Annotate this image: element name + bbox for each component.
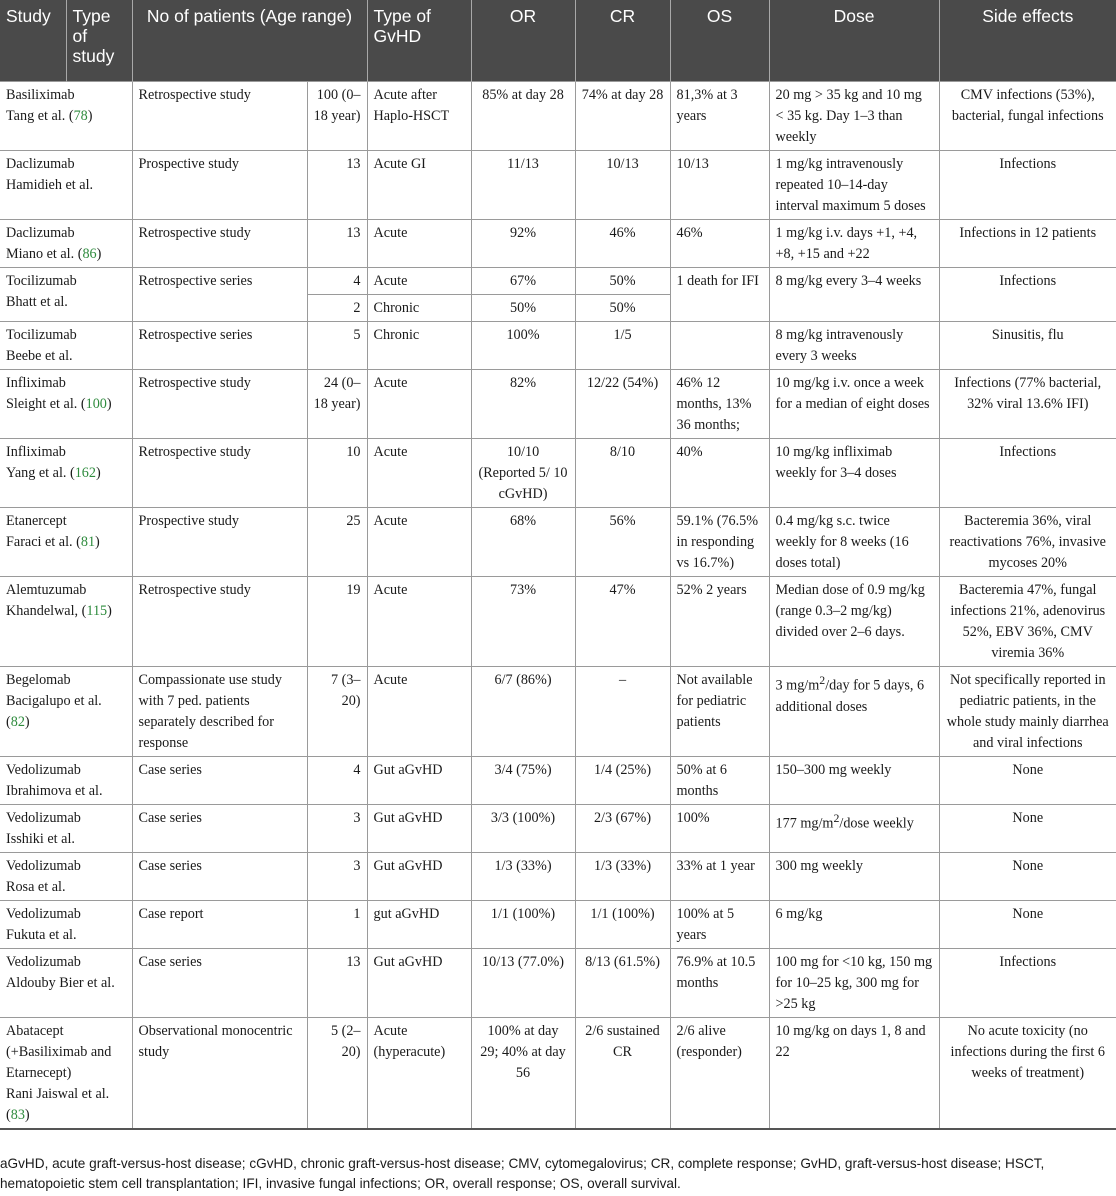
gvhd-type-cell: Acute after Haplo-HSCT [367,82,471,151]
os-cell: 40% [670,439,769,508]
header-side-effects: Side effects [939,0,1116,82]
side-effects-cell: Infections in 12 patients [939,220,1116,268]
drug-name: Begelomab [6,672,71,688]
gvhd-type-cell: Gut aGvHD [367,853,471,901]
cr-cell: 56% [575,508,670,577]
os-cell: 1 death for IFI [670,268,769,322]
study-type-cell: Case series [132,757,307,805]
drug-name: Tocilizumab [6,327,77,343]
study-cell [0,757,132,805]
study-author: Fukuta et al. [6,927,77,943]
study-type-cell: Prospective study [132,508,307,577]
reference-close: ) [96,246,102,262]
cr-cell: 47% [575,577,670,667]
header-gvhd-type: Type of GvHD [367,0,471,82]
dose-cell: 20 mg > 35 kg and 10 mg < 35 kg. Day 1–3 than weekly [769,82,939,151]
drug-name: Etanercept [6,513,67,529]
os-cell: 52% 2 years [670,577,769,667]
or-cell: 1/1 (100%) [471,901,575,949]
patients-cell: 4 [307,268,367,295]
side-effects-cell: CMV infections (53%), bacterial, fungal infections [939,82,1116,151]
cr-cell: 1/5 [575,322,670,370]
os-cell: 46% [670,220,769,268]
reference-close: ) [106,396,112,412]
os-cell: 59.1% (76.5% in responding vs 16.7%) [670,508,769,577]
gvhd-type-cell: gut aGvHD [367,901,471,949]
study-author: Rani Jaiswal et al. ( [6,1086,110,1123]
header-patients: No of patients (Age range) [132,0,367,82]
dose-cell [769,667,939,757]
header-or: OR [471,0,575,82]
drug-name: Vedolizumab [6,906,81,922]
drug-name: Vedolizumab [6,858,81,874]
or-cell: 3/4 (75%) [471,757,575,805]
dose-text: 3 mg/m [775,677,820,694]
patients-cell: 19 [307,577,367,667]
dose-cell: 1 mg/kg i.v. days +1, +4, +8, +15 and +22 [769,220,939,268]
header-cr: CR [575,0,670,82]
study-author: Ibrahimova et al. [6,783,103,799]
os-cell: 76.9% at 10.5 months [670,949,769,1018]
reference-close: ) [95,534,100,550]
cr-cell: 8/10 [575,439,670,508]
reference-link[interactable]: 81 [80,534,96,550]
table-row [0,805,1116,853]
dose-cell: 10 mg/kg on days 1, 8 and 22 [769,1018,939,1130]
or-cell: 82% [471,370,575,439]
study-type-cell: Case series [132,949,307,1018]
side-effects-cell: Not specifically reported in pediatric patients, in the whole study mainly diarrhea and viral infections [939,667,1116,757]
dose-text-rest: /day for 5 days, 6 additional doses [775,677,925,715]
study-author: Bacigalupo et al. ( [6,693,102,730]
drug-name: Infliximab [6,444,66,460]
study-author: Isshiki et al. [6,831,75,847]
reference-link[interactable]: 78 [73,108,88,124]
table-row [0,370,1116,439]
side-effects-cell: Infections [939,268,1116,322]
dose-cell: 6 mg/kg [769,901,939,949]
cr-cell: 12/22 (54%) [575,370,670,439]
patients-cell: 13 [307,220,367,268]
reference-link[interactable]: 115 [86,603,108,619]
patients-cell: 3 [307,805,367,853]
or-cell: 50% [471,295,575,322]
gvhd-type-cell: Acute [367,508,471,577]
gvhd-type-cell: Gut aGvHD [367,949,471,1018]
table-row [0,757,1116,805]
side-effects-cell: None [939,901,1116,949]
cr-cell: 10/13 [575,151,670,220]
drug-name: Vedolizumab [6,954,81,970]
study-type-cell: Prospective study [132,151,307,220]
table-row [0,151,1116,220]
patients-cell: 25 [307,508,367,577]
reference-close: ) [24,714,30,730]
table-row [0,949,1116,1018]
dose-cell: 8 mg/kg every 3–4 weeks [769,268,939,322]
os-cell: Not available for pediatric patients [670,667,769,757]
gvhd-type-cell: Acute [367,220,471,268]
study-type-cell: Retrospective series [132,268,307,322]
drug-name: Vedolizumab [6,762,81,778]
drug-name: Abatacept (+Basiliximab and Etarnecept) [6,1023,112,1081]
or-cell: 100% [471,322,575,370]
or-cell: 85% at day 28 [471,82,575,151]
dose-cell: Median dose of 0.9 mg/kg (range 0.3–2 mg/kg) divided over 2–6 days. [769,577,939,667]
table-row [0,1018,1116,1130]
study-author: Sleight et al. ( [6,396,86,412]
os-cell: 81,3% at 3 years [670,82,769,151]
study-cell [0,322,132,370]
study-type-cell: Observational monocentric study [132,1018,307,1130]
study-cell [0,151,132,220]
os-cell: 33% at 1 year [670,853,769,901]
study-type-cell: Retrospective study [132,220,307,268]
gvhd-type-cell: Gut aGvHD [367,805,471,853]
study-author: Miano et al. ( [6,246,83,262]
dose-cell: 300 mg weekly [769,853,939,901]
side-effects-cell: Infections [939,949,1116,1018]
patients-cell: 13 [307,151,367,220]
study-author: Beebe et al. [6,348,73,364]
os-cell: 50% at 6 months [670,757,769,805]
table-row [0,577,1116,667]
cr-cell: 46% [575,220,670,268]
drug-name: Daclizumab [6,225,75,241]
study-author: Hamidieh et al. [6,177,94,193]
study-cell [0,1018,132,1130]
dose-superscript: 2 [819,673,826,687]
or-cell: 67% [471,268,575,295]
study-author: Rosa et al. [6,879,66,895]
reference-link[interactable]: 100 [85,396,107,412]
gvhd-type-cell: Chronic [367,295,471,322]
header-dose: Dose [769,0,939,82]
side-effects-cell: Bacteremia 36%, viral reactivations 76%, invasive mycoses 20% [939,508,1116,577]
dose-cell: 10 mg/kg i.v. once a week for a median of eight doses [769,370,939,439]
drug-name: Daclizumab [6,156,75,172]
study-author: Faraci et al. ( [6,534,81,550]
drug-name: Infliximab [6,375,66,391]
cr-cell: 1/3 (33%) [575,853,670,901]
or-cell: 3/3 (100%) [471,805,575,853]
or-cell: 10/10 (Reported 5/ 10 cGvHD) [471,439,575,508]
side-effects-cell: None [939,853,1116,901]
dose-cell: 10 mg/kg infliximab weekly for 3–4 doses [769,439,939,508]
study-type-cell: Retrospective series [132,322,307,370]
os-cell [670,322,769,370]
cr-cell: 50% [575,295,670,322]
cr-cell: – [575,667,670,757]
os-cell: 100% [670,805,769,853]
patients-cell: 100 (0–18 year) [307,82,367,151]
side-effects-cell: Bacteremia 47%, fungal infections 21%, adenovirus 52%, EBV 36%, CMV viremia 36% [939,577,1116,667]
dose-cell [769,805,939,853]
gvhd-type-cell: Acute [367,667,471,757]
patients-cell: 13 [307,949,367,1018]
or-cell: 100% at day 29; 40% at day 56 [471,1018,575,1130]
gvhd-type-cell: Chronic [367,322,471,370]
drug-name: Vedolizumab [6,810,81,826]
table-row [0,439,1116,508]
reference-link[interactable]: 162 [74,465,96,481]
side-effects-cell: Sinusitis, flu [939,322,1116,370]
side-effects-cell: Infections (77% bacterial, 32% viral 13.6% IFI) [939,370,1116,439]
cr-cell: 1/1 (100%) [575,901,670,949]
side-effects-cell: No acute toxicity (no infections during the first 6 weeks of treatment) [939,1018,1116,1130]
reference-close: ) [95,465,101,481]
cr-cell: 74% at day 28 [575,82,670,151]
or-cell: 10/13 (77.0%) [471,949,575,1018]
cr-cell: 2/3 (67%) [575,805,670,853]
or-cell: 1/3 (33%) [471,853,575,901]
cr-cell: 1/4 (25%) [575,757,670,805]
gvhd-type-cell: Acute [367,439,471,508]
patients-cell: 3 [307,853,367,901]
or-cell: 68% [471,508,575,577]
dose-text: 177 mg/m [775,815,834,832]
header-study: Study [0,0,66,82]
patients-cell: 1 [307,901,367,949]
study-type-cell: Case report [132,901,307,949]
study-author: Aldouby Bier et al. [6,975,115,991]
drug-name: Tocilizumab [6,273,77,289]
study-cell [0,268,132,322]
drug-name: Alemtuzumab [6,582,87,598]
reference-close: ) [87,108,93,124]
reference-link[interactable]: 83 [10,1107,25,1123]
study-cell [0,853,132,901]
table-row [0,667,1116,757]
gvhd-type-cell: Acute [367,577,471,667]
or-cell: 73% [471,577,575,667]
dose-cell: 1 mg/kg intravenously repeated 10–14-day interval maximum 5 doses [769,151,939,220]
table-row [0,853,1116,901]
side-effects-cell: Infections [939,439,1116,508]
gvhd-type-cell: Acute (hyperacute) [367,1018,471,1130]
dose-cell: 150–300 mg weekly [769,757,939,805]
or-cell: 6/7 (86%) [471,667,575,757]
side-effects-cell: None [939,805,1116,853]
table-row [0,268,1116,295]
gvhd-type-cell: Acute GI [367,151,471,220]
study-type-cell: Retrospective study [132,370,307,439]
header-type-of-study: Type of study [66,0,132,82]
study-cell [0,82,132,151]
study-cell [0,667,132,757]
header-os: OS [670,0,769,82]
patients-cell: 10 [307,439,367,508]
study-cell [0,370,132,439]
or-cell: 11/13 [471,151,575,220]
gvhd-type-cell: Acute [367,268,471,295]
study-type-cell: Case series [132,805,307,853]
dose-cell: 0.4 mg/kg s.c. twice weekly for 8 weeks (16 doses total) [769,508,939,577]
study-author: Yang et al. ( [6,465,75,481]
gvhd-type-cell: Acute [367,370,471,439]
gvhd-type-cell: Gut aGvHD [367,757,471,805]
table-row [0,322,1116,370]
cr-cell: 50% [575,268,670,295]
study-cell [0,577,132,667]
table-row [0,508,1116,577]
table-row [0,82,1116,151]
header-row [0,0,1116,82]
os-cell: 2/6 alive (responder) [670,1018,769,1130]
patients-cell: 7 (3–20) [307,667,367,757]
study-author: Bhatt et al. [6,294,68,310]
reference-close: ) [24,1107,30,1123]
dose-superscript: 2 [833,811,840,825]
patients-cell: 5 (2–20) [307,1018,367,1130]
study-type-cell: Compassionate use study with 7 ped. patients separately described for response [132,667,307,757]
side-effects-cell: Infections [939,151,1116,220]
study-author: Khandelwal, ( [6,603,87,619]
drug-name: Basiliximab [6,87,75,103]
study-type-cell: Retrospective study [132,577,307,667]
os-cell: 46% 12 months, 13% 36 months; [670,370,769,439]
dose-cell: 100 mg for <10 kg, 150 mg for 10–25 kg, 300 mg for >25 kg [769,949,939,1018]
patients-cell: 4 [307,757,367,805]
reference-close: ) [107,603,112,619]
table-footnote: aGvHD, acute graft-versus-host disease; cGvHD, chronic graft-versus-host disease; CMV, cytomegalovirus; CR, complete response; GvHD, graft-versus-host disease; HSCT, hematopoietic stem cell transplantation; IFI, invasive fungal infections; OR, overall response; OS, overall survival. [0,1156,1045,1191]
side-effects-cell: None [939,757,1116,805]
or-cell: 92% [471,220,575,268]
patients-cell: 24 (0–18 year) [307,370,367,439]
dose-cell: 8 mg/kg intravenously every 3 weeks [769,322,939,370]
patients-cell: 2 [307,295,367,322]
reference-link[interactable]: 86 [82,246,97,262]
study-cell [0,508,132,577]
os-cell: 10/13 [670,151,769,220]
table-row [0,901,1116,949]
table-row [0,220,1116,268]
study-cell [0,901,132,949]
os-cell: 100% at 5 years [670,901,769,949]
study-type-cell: Retrospective study [132,439,307,508]
study-author: Tang et al. ( [6,108,74,124]
study-type-cell: Case series [132,853,307,901]
study-cell [0,805,132,853]
study-cell [0,949,132,1018]
cr-cell: 8/13 (61.5%) [575,949,670,1018]
reference-link[interactable]: 82 [10,714,25,730]
study-cell [0,220,132,268]
study-cell [0,439,132,508]
study-type-cell: Retrospective study [132,82,307,151]
patients-cell: 5 [307,322,367,370]
dose-text-rest: /dose weekly [839,815,914,832]
cr-cell: 2/6 sustained CR [575,1018,670,1130]
